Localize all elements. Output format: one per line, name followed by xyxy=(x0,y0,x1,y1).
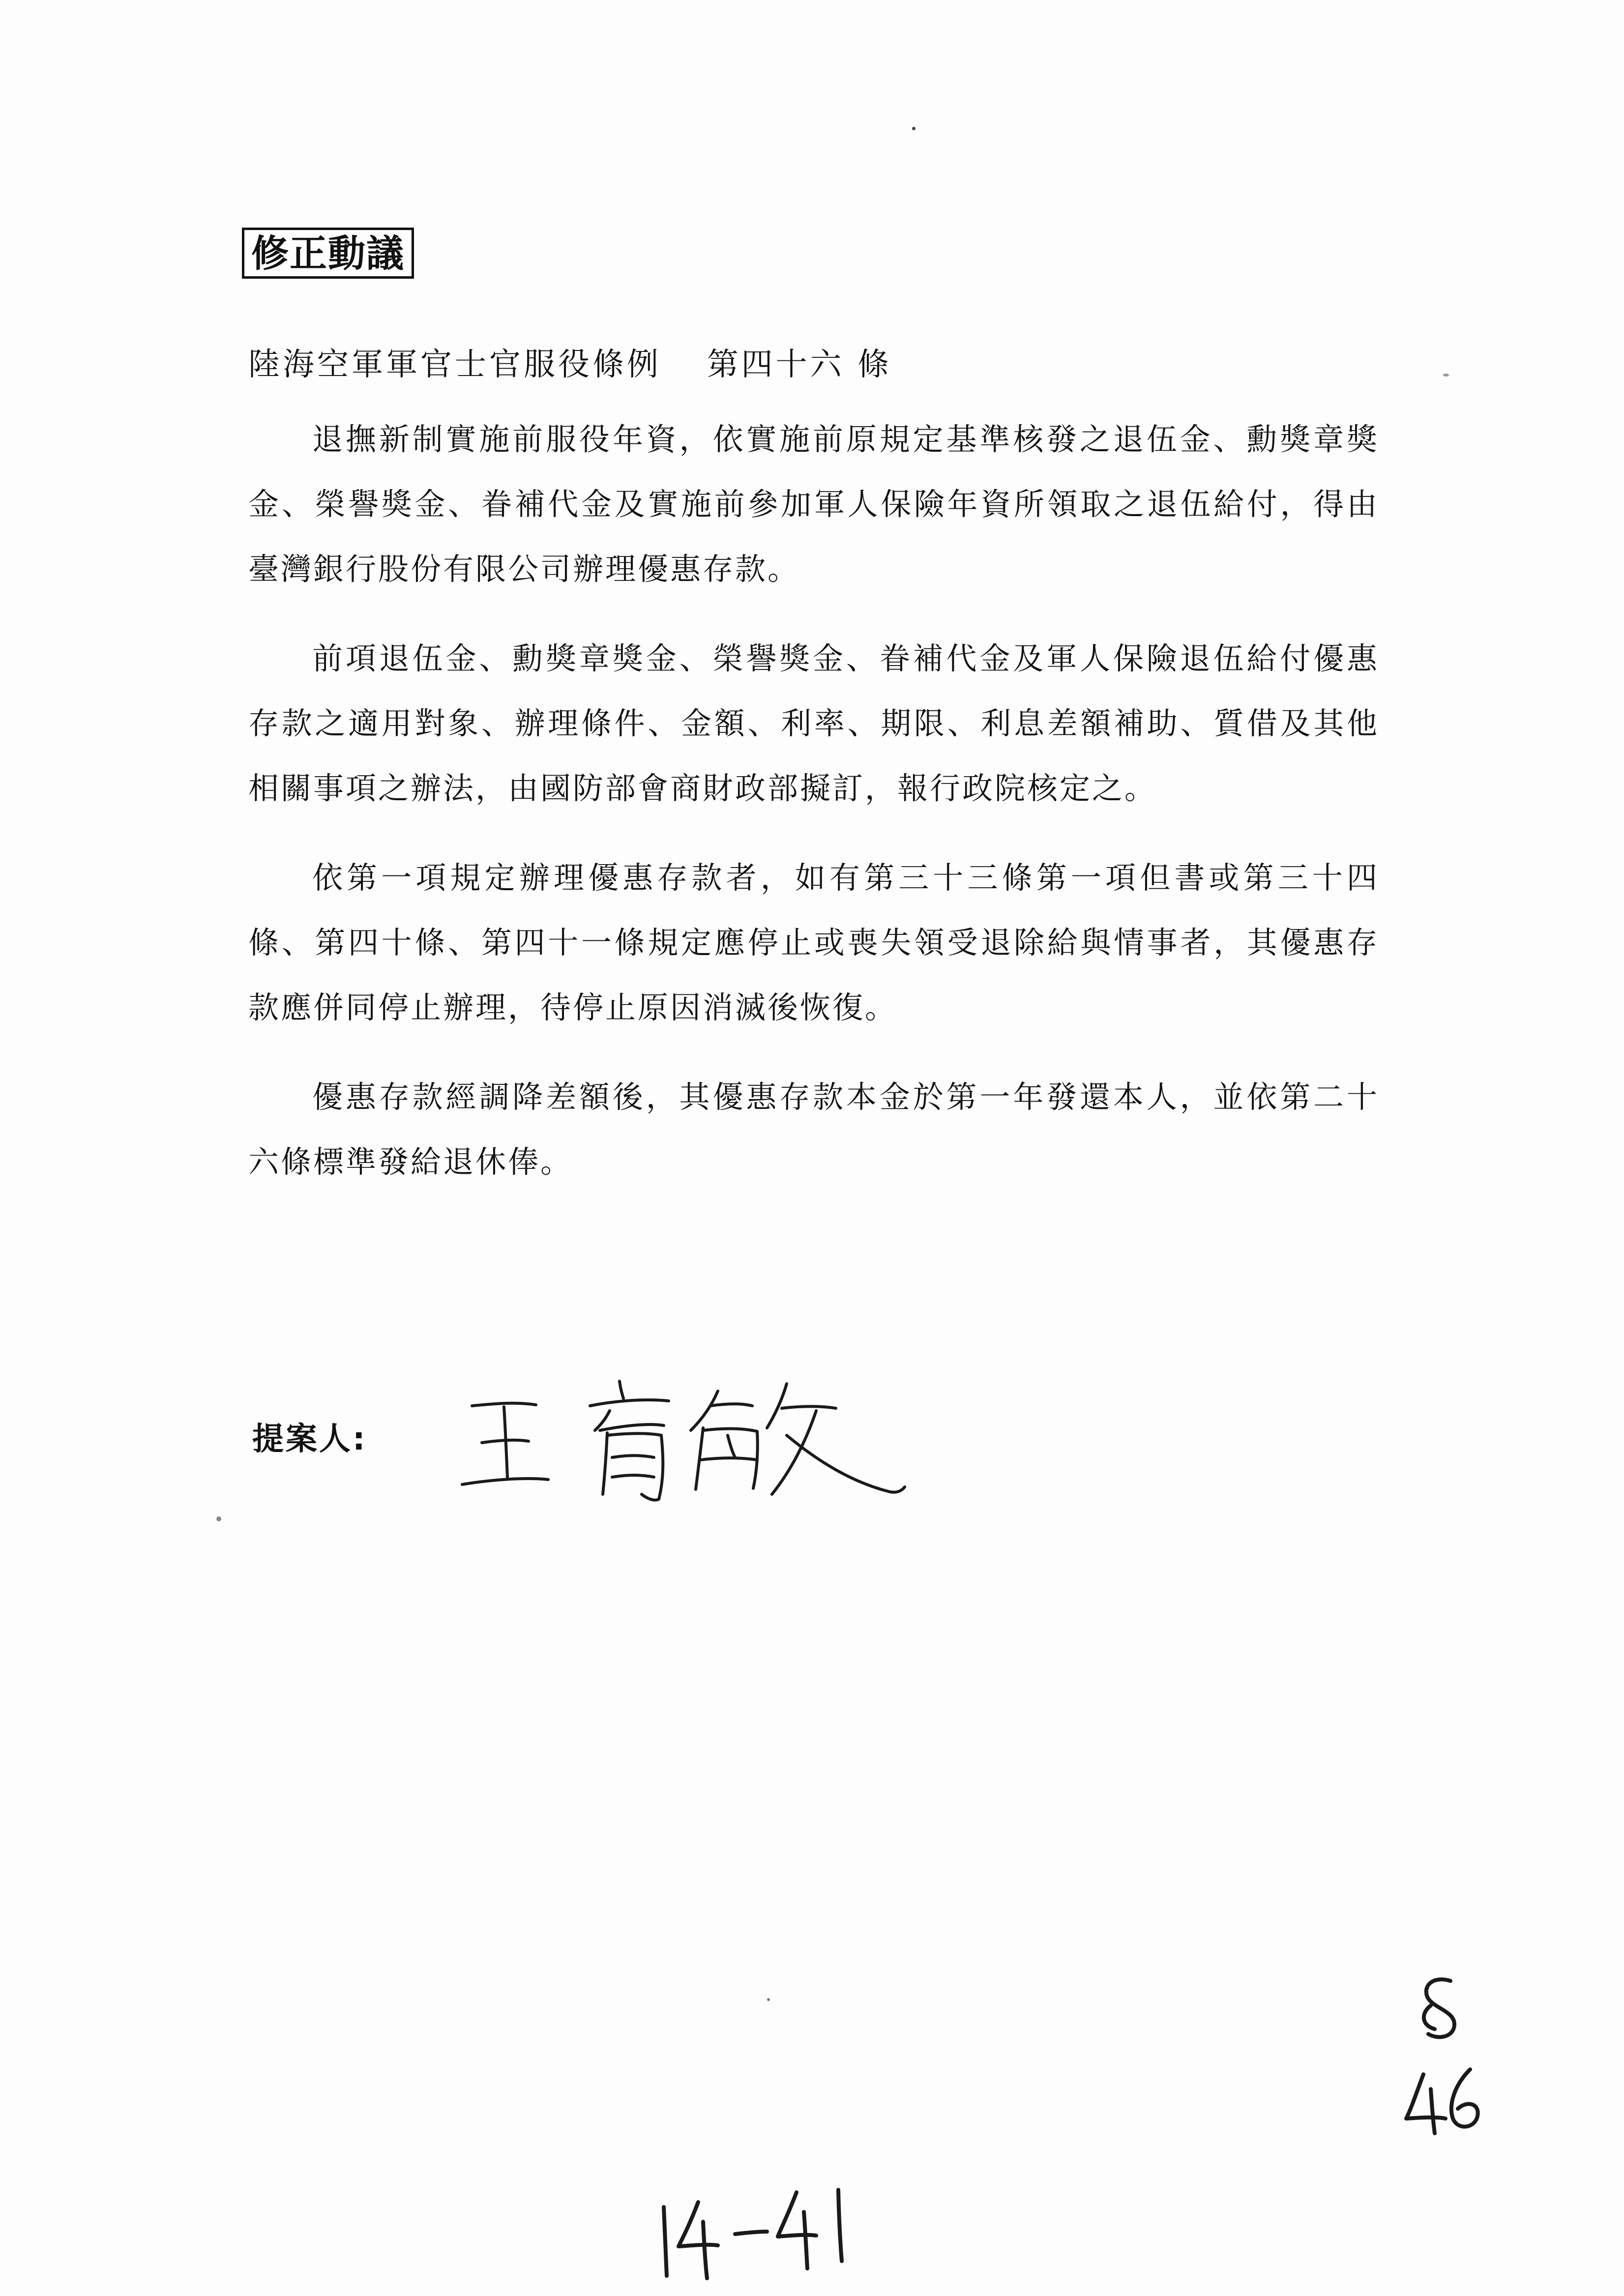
page-ref-handwritten xyxy=(649,2182,856,2281)
paragraph-4: 優惠存款經調降差額後，其優惠存款本金於第一年發還本人，並依第二十六條標準發給退休俸。 xyxy=(248,1079,1379,1180)
statute-heading xyxy=(248,339,892,384)
scan-speck xyxy=(216,1516,221,1521)
paragraph-1: 退撫新制實施前服役年資，依實施前原規定基準核發之退伍金、勳獎章獎金、榮譽獎金、眷補代金及實施前參加軍人保險年資所領取之退伍給付，得由臺灣銀行股份有限公司辦理優惠存款。 xyxy=(248,421,1379,587)
proposer-label: 提案人: xyxy=(252,1421,367,1457)
scan-speck xyxy=(767,1998,770,2001)
amendment-body xyxy=(248,407,1379,1219)
statute-title: 陸海空軍軍官士官服役條例 xyxy=(248,347,661,383)
statute-article: 第四十六 條 xyxy=(707,347,892,383)
proposer-line xyxy=(252,1414,367,1459)
scan-speck xyxy=(912,127,915,130)
scan-speck xyxy=(1443,374,1449,377)
paragraph-2: 前項退伍金、勳獎章獎金、榮譽獎金、眷補代金及軍人保險退伍給付優惠存款之適用對象、辦理條件、金額、利率、期限、利息差額補助、質借及其他相關事項之辦法，由國防部會商財政部擬訂，報行政院核定之。 xyxy=(248,640,1379,806)
proposer-signature xyxy=(443,1362,915,1509)
motion-title-box: 修正動議 xyxy=(242,228,414,279)
paragraph-3: 依第一項規定辦理優惠存款者，如有第三十三條第一項但書或第三十四條、第四十條、第四十一條規定應停止或喪失領受退除給與情事者，其優惠存款應併同停止辦理，待停止原因消滅後恢復。 xyxy=(248,860,1379,1025)
section-mark xyxy=(1396,1971,1485,2138)
